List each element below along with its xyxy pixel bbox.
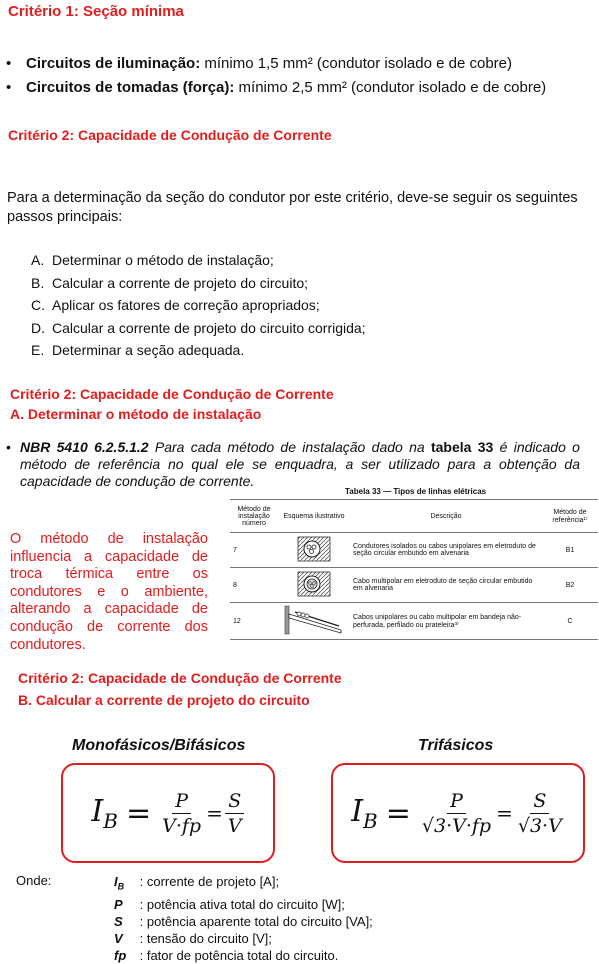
list-item: D. Calcular a corrente de projeto do circuito corrigida;: [31, 319, 366, 336]
cable-tray-icon: [278, 603, 350, 640]
list-item: A. Determinar o método de instalação;: [31, 252, 274, 268]
criterio2-paragraph: Para a determinação da seção do condutor por este critério, deve-se seguir os seguintes passos principais:: [7, 190, 578, 225]
onde-label: Onde:: [16, 873, 52, 888]
list-item: C. Aplicar os fatores de correção apropriados;: [31, 297, 320, 313]
table-cell: B2: [542, 568, 598, 603]
table-cell: Cabos unipolares ou cabo multipolar em bandeja não-perfurada, perfilado ou prateleira³⁾: [350, 603, 542, 640]
column-header: Método de referência¹⁾: [542, 500, 598, 533]
table-cell: 7: [230, 533, 278, 568]
table-cell: 12: [230, 603, 278, 640]
mono-formula-box: [61, 763, 275, 863]
list-item: $I_B$ : corrente de projeto [A];: [114, 874, 280, 892]
conduit-in-masonry-with-cables-icon: [278, 533, 350, 568]
tri-formula-box: [331, 763, 585, 863]
nbr-reference: • NBR 5410 6.2.5.1.2 Para cada método de instalação dado na tabela 33 é indicado o método de referência no qual ele se enquadra, a ser utilizado para a obtenção da capacidade de condução de corrente.: [6, 439, 580, 489]
column-header: Descrição: [350, 500, 542, 533]
conduit-in-masonry-multipolar-icon: [278, 568, 350, 603]
table-row: [230, 568, 598, 603]
table-cell: C: [542, 603, 598, 640]
list-item: B. Calcular a corrente de projeto do circuito;: [31, 274, 309, 291]
mono-title: Monofásicos/Bifásicos: [72, 737, 246, 754]
list-item: S : potência aparente total do circuito [VA];: [114, 913, 373, 929]
table-cell: B1: [542, 533, 598, 568]
table-cell: 8: [230, 568, 278, 603]
variable-definitions: [114, 873, 373, 964]
list-item: V : tensão do circuito [V];: [114, 930, 272, 946]
criterio1-list: [6, 52, 546, 100]
list-item: P : potência ativa total do circuito [W];: [114, 896, 345, 912]
sectionA-subtitle: A. Determinar o método de instalação: [10, 406, 262, 422]
criterio2-title: Critério 2: Capacidade de Condução de Corrente: [8, 127, 332, 143]
list-item: • Circuitos de tomadas (força): mínimo 2,5 mm² (condutor isolado e de cobre): [6, 79, 547, 96]
column-header: Método de instalação número: [230, 500, 278, 533]
column-header: Esquema ilustrativo: [278, 500, 350, 533]
table33: [230, 499, 598, 640]
mono-formula: $I_B$ = $\frac{P}{V\cdot fp}$ = $\frac{S}{V}$: [91, 790, 244, 837]
tri-title: Trifásicos: [418, 737, 494, 754]
sectionA-title: Critério 2: Capacidade de Condução de Corrente: [10, 386, 334, 402]
list-item: • Circuitos de iluminação: mínimo 1,5 mm² (condutor isolado e de cobre): [6, 55, 513, 72]
tri-formula: $I_B$ = $\frac{P}{√3\cdot V\cdot fp}$ = $\frac{S}{√3\cdot V}$: [351, 789, 562, 837]
table-cell: Condutores isolados ou cabos unipolares em eletroduto de seção circular embutido em alvenaria: [350, 533, 542, 568]
table-row: [230, 603, 598, 640]
list-item: E. Determinar a seção adequada.: [31, 342, 245, 358]
sectionB-title: Critério 2: Capacidade de Condução de Corrente: [18, 670, 342, 686]
steps-list: [31, 249, 366, 362]
table-cell: Cabo multipolar em eletroduto de seção circular embutido em alvenaria: [350, 568, 542, 603]
list-item: fp : fator de potência total do circuito.: [114, 947, 339, 963]
table33-title: Tabela 33 — Tipos de linhas elétricas: [345, 487, 487, 496]
sectionB-subtitle: B. Calcular a corrente de projeto do circuito: [18, 692, 310, 708]
criterio1-title: Critério 1: Seção mínima: [8, 3, 184, 20]
table-row: [230, 533, 598, 568]
table-header-row: [230, 500, 598, 533]
method-note: O método de instalação influencia a capacidade de troca térmica entre os condutores e o ambiente, alterando a capacidade de condução de corrente dos condutores.: [10, 531, 208, 653]
